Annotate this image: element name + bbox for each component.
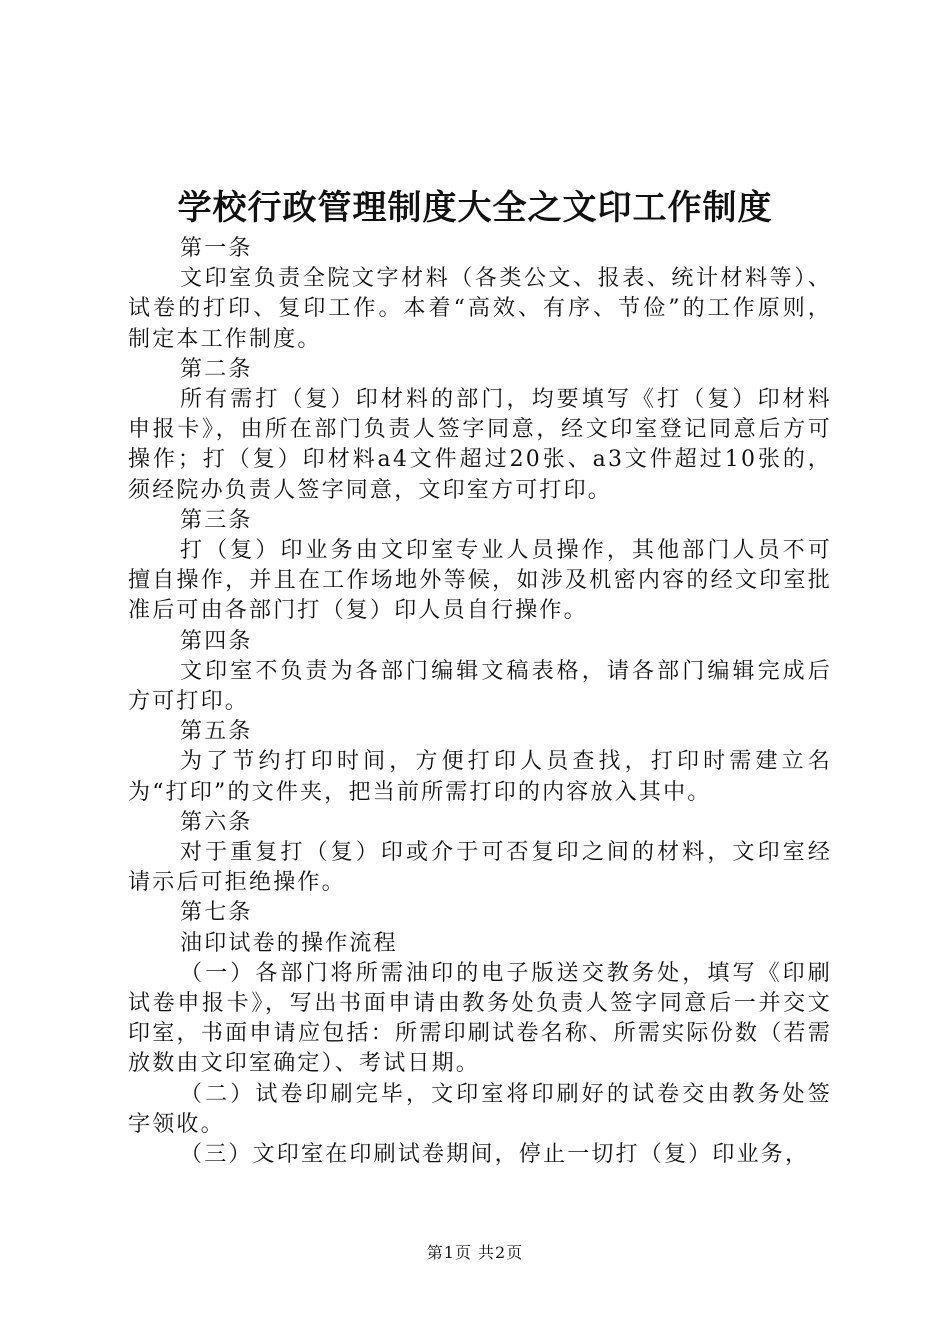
page-footer: 第1页 共2页 (426, 1243, 524, 1262)
paragraph: 为了节约打印时间，方便打印人员查找，打印时需建立名为“打印”的文件夹，把当前所需打印的内容放入其中。 (128, 749, 832, 805)
paragraph: （二）试卷印刷完毕，文印室将印刷好的试卷交由教务处签字领收。 (128, 1081, 832, 1137)
article-heading: 第三条 (180, 507, 253, 533)
article-heading: 第七条 (180, 900, 253, 926)
paragraph: 所有需打（复）印材料的部门，均要填写《打（复）印材料申报卡》，由所在部门负责人签字同意，经文印室登记同意后方可操作；打（复）印材料a4文件超过20张、a3文件超过10张的，须经院办负责人签字同意，文印室方可打印。 (128, 387, 832, 503)
article-heading: 第一条 (180, 236, 253, 261)
article-heading: 第五条 (180, 719, 253, 745)
article-heading: 第二条 (180, 356, 253, 382)
document-title: 学校行政管理制度大全之文印工作制度 (177, 188, 773, 228)
paragraph: 打（复）印业务由文印室专业人员操作，其他部门人员不可擅自操作，并且在工作场地外等候，如涉及机密内容的经文印室批准后可由各部门打（复）印人员自行操作。 (128, 538, 832, 624)
paragraph: 文印室负责全院文字材料（各类公文、报表、统计材料等）、试卷的打印、复印工作。本着“高效、有序、节俭”的工作原则，制定本工作制度。 (128, 266, 832, 352)
paragraph: （三）文印室在印刷试卷期间，停止一切打（复）印业务， (180, 1142, 810, 1168)
article-heading: 第六条 (180, 809, 253, 835)
paragraph: 文印室不负责为各部门编辑文稿表格，请各部门编辑完成后方可打印。 (128, 658, 832, 715)
article-heading: 第四条 (180, 628, 253, 654)
paragraph: （一）各部门将所需油印的电子版送交教务处，填写《印刷试卷申报卡》，写出书面申请由教务处负责人签字同意后一并交文印室，书面申请应包括：所需印刷试卷名称、所需实际份数（若需放数由文印室确定）、考试日期。 (128, 960, 832, 1077)
document-body (128, 234, 832, 1170)
section-subheading: 油印试卷的操作流程 (180, 930, 398, 956)
paragraph: 对于重复打（复）印或介于可否复印之间的材料，文印室经请示后可拒绝操作。 (128, 840, 832, 896)
